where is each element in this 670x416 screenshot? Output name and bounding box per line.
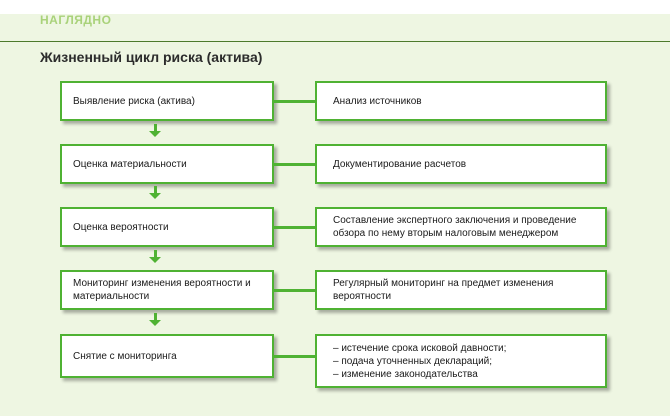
action-list-5 xyxy=(333,342,506,381)
list-item: – подача уточненных деклараций; xyxy=(333,355,493,367)
arrow-stem-4 xyxy=(154,313,157,320)
stage-label-2: Оценка материальности xyxy=(73,158,187,170)
list-item: – изменение законодательства xyxy=(333,368,478,380)
arrow-stem-3 xyxy=(154,250,157,257)
stage-label-3: Оценка вероятности xyxy=(73,221,169,233)
header-divider xyxy=(0,41,670,42)
stage-box-3 xyxy=(60,207,274,247)
action-text-2: Документирование расчетов xyxy=(333,158,467,170)
diagram-title: Жизненный цикл риска (актива) xyxy=(40,49,263,65)
stage-box-4 xyxy=(60,270,274,310)
action-text-1: Анализ источников xyxy=(333,95,422,107)
action-box-3 xyxy=(315,207,607,247)
diagram-panel xyxy=(0,14,670,416)
list-item: – истечение срока исковой давности; xyxy=(333,342,507,354)
connector-2 xyxy=(274,163,315,166)
stage-label-1: Выявление риска (актива) xyxy=(73,95,195,107)
down-arrow-icon xyxy=(149,193,161,199)
action-box-1 xyxy=(315,81,607,121)
arrow-stem-1 xyxy=(154,124,157,131)
action-text-4: Регулярный мониторинг на предмет изменения вероятности xyxy=(333,278,554,302)
stage-box-2 xyxy=(60,144,274,184)
arrow-stem-2 xyxy=(154,186,157,193)
down-arrow-icon xyxy=(149,257,161,263)
action-box-4 xyxy=(315,270,607,310)
action-box-5 xyxy=(315,334,607,388)
action-box-2 xyxy=(315,144,607,184)
down-arrow-icon xyxy=(149,131,161,137)
stage-box-1 xyxy=(60,81,274,121)
section-tag: НАГЛЯДНО xyxy=(40,13,112,27)
connector-5 xyxy=(274,355,315,358)
connector-3 xyxy=(274,226,315,229)
stage-box-5 xyxy=(60,334,274,378)
stage-label-4: Мониторинг изменения вероятности и материальности xyxy=(73,278,251,302)
stage-label-5: Снятие с мониторинга xyxy=(73,350,177,362)
connector-1 xyxy=(274,100,315,103)
connector-4 xyxy=(274,289,315,292)
down-arrow-icon xyxy=(149,320,161,326)
action-text-3: Составление экспертного заключения и проведение обзора по нему вторым налоговым менеджером xyxy=(333,215,577,239)
